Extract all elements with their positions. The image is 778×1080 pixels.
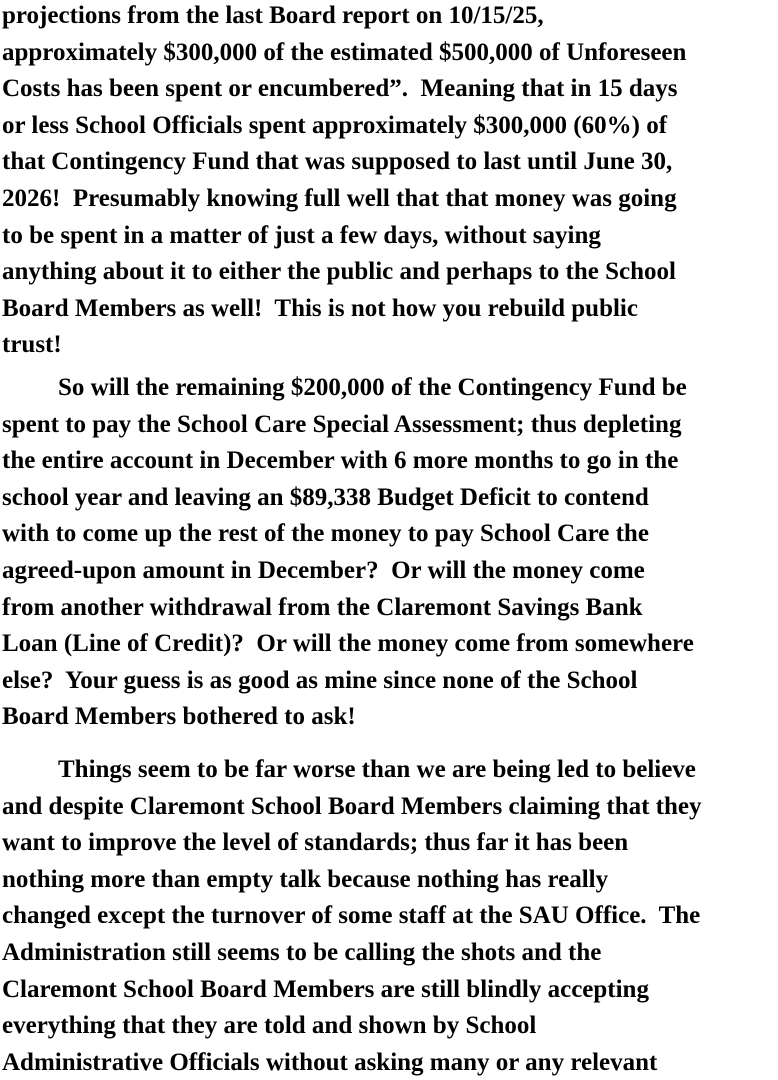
paragraph-empty-talk [0,752,778,1080]
text-line: everything that they are told and shown by School [2,1012,537,1040]
text-line: trust! [2,331,62,359]
text-line: projections from the last Board report on 10/15/25, [2,2,544,29]
text-line: with to come up the rest of the money to pay School Care the [2,520,649,548]
text-line: else? Your guess is as good as mine since none of the School [2,666,638,694]
paragraph-contingency-spending [0,0,778,364]
text-line: Costs has been spent or encumbered”. Meaning that in 15 days [2,75,678,103]
text-line: or less School Officials spent approximately $300,000 (60%) of [2,111,668,139]
text-line: school year and leaving an $89,338 Budget Deficit to contend [2,483,649,511]
text-line: Administration still seems to be calling the shots and the [2,938,602,966]
text-line: and despite Claremont School Board Members claiming that they [2,792,702,820]
text-line-first: So will the remaining $200,000 of the Contingency Fund be [58,374,687,401]
text-line: Claremont School Board Members are still blindly accepting [2,975,649,1003]
paragraph-remaining-fund [0,370,778,736]
text-line: to be spent in a matter of just a few days, without saying [2,221,601,249]
text-line: nothing more than empty talk because nothing has really [2,865,609,893]
text-line: Loan (Line of Credit)? Or will the money come from somewhere [2,630,694,658]
text-line: the entire account in December with 6 more months to go in the [2,447,679,475]
text-line: 2026! Presumably knowing full well that that money was going [2,184,677,212]
text-line: that Contingency Fund that was supposed to last until June 30, [2,148,673,176]
text-line: Board Members bothered to ask! [2,703,356,731]
text-line: agreed-upon amount in December? Or will the money come [2,556,645,584]
text-line: anything about it to either the public and perhaps to the School [2,258,676,286]
text-line: changed except the turnover of some staff at the SAU Office. The [2,902,701,930]
text-line: from another withdrawal from the Claremont Savings Bank [2,593,643,621]
text-line: Administrative Officials without asking many or any relevant [2,1048,658,1076]
text-line: approximately $300,000 of the estimated $500,000 of Unforeseen [2,38,687,66]
text-line: spent to pay the School Care Special Assessment; thus depleting [2,410,682,438]
text-line: Board Members as well! This is not how you rebuild public [2,294,638,322]
text-line: want to improve the level of standards; thus far it has been [2,829,629,857]
text-line-first: Things seem to be far worse than we are being led to believe [58,756,696,783]
